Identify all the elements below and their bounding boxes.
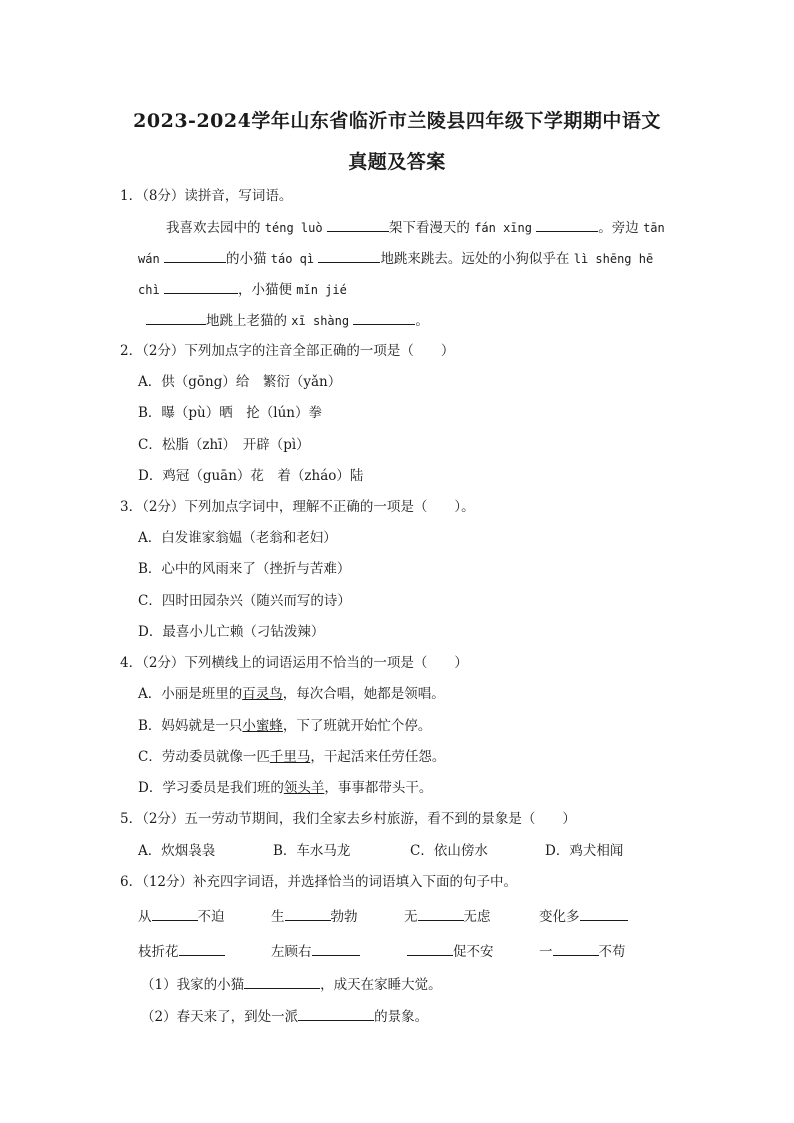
q1-text: 架下看漫天的 (388, 220, 470, 236)
idiom-text: 生 (271, 909, 285, 925)
q6-idiom-7 (407, 941, 494, 962)
idiom-text: 无虑 (463, 909, 491, 925)
q5-header: 5．（2分）五一劳动节期间，我们全家去乡村旅游，看不到的景象是（ ） (120, 811, 576, 827)
pinyin: lì shēng hē (573, 252, 654, 266)
underlined-word: 领头羊 (283, 780, 325, 796)
q6-sentence-1 (141, 974, 442, 995)
q1-line-1 (166, 217, 665, 238)
q4-option-a[interactable] (138, 684, 445, 704)
idiom-text: 不苟 (598, 944, 626, 960)
idiom-text: 枝折花 (138, 944, 179, 960)
underlined-word: 千里马 (269, 749, 311, 765)
q6-header: 6．（12分）补充四字词语，并选择恰当的词语填入下面的句子中。 (120, 874, 518, 890)
answer-blank[interactable] (536, 217, 598, 232)
q5-option-d[interactable]: D．鸡犬相闻 (545, 843, 624, 859)
q1-text: 的小猫 (225, 251, 267, 267)
answer-blank[interactable] (244, 974, 320, 989)
pinyin: tān (643, 221, 665, 235)
q2-option-c[interactable]: C．松脂（zhī） 开辟（pì） (138, 437, 310, 453)
exam-title-line-1: 2023-2024学年山东省临沂市兰陵县四年级下学期期中语文 (133, 110, 661, 132)
option-text: ，下了班就开始忙个停。 (282, 718, 432, 734)
q1-line-2 (138, 248, 653, 269)
pinyin: mǐn jié (296, 283, 347, 297)
option-text: ，每次合唱，她都是领唱。 (282, 686, 445, 702)
underlined-word: 百灵鸟 (242, 686, 283, 702)
answer-blank[interactable] (164, 248, 226, 263)
answer-blank[interactable] (553, 941, 599, 956)
option-text: C．劳动委员就像一匹 (138, 749, 270, 765)
idiom-text: 左顾右 (271, 944, 312, 960)
answer-blank[interactable] (312, 941, 360, 956)
answer-blank[interactable] (327, 217, 389, 232)
q5-option-c[interactable]: C．依山傍水 (410, 843, 488, 859)
q3-option-a[interactable]: A．白发谁家翁媪（老翁和老妇） (138, 530, 337, 546)
q2-option-b[interactable]: B．曝（pù）晒 抡（lún）拳 (138, 405, 322, 421)
q3-option-c[interactable]: C．四时田园杂兴（随兴而写的诗） (138, 593, 351, 609)
underlined-word: 小蜜蜂 (242, 718, 283, 734)
option-text: A．小丽是班里的 (138, 686, 243, 702)
option-text: ，事事都带头干。 (324, 780, 433, 796)
sentence-text: （2）春天来了，到处一派 (141, 1009, 299, 1025)
answer-blank[interactable] (298, 1006, 374, 1021)
q4-header: 4．（2分）下列横线上的词语运用不恰当的一项是（ ） (120, 655, 468, 671)
q6-idiom-2 (271, 906, 358, 927)
answer-blank[interactable] (152, 906, 198, 921)
option-text: B．妈妈就是一只 (138, 718, 243, 734)
answer-blank[interactable] (146, 310, 206, 325)
pinyin: wán (138, 252, 160, 266)
idiom-text: 无 (404, 909, 418, 925)
sentence-text: 的景象。 (374, 1009, 429, 1025)
q6-sentence-2 (141, 1006, 428, 1027)
answer-blank[interactable] (285, 906, 331, 921)
idiom-text: 勃勃 (330, 909, 358, 925)
answer-blank[interactable] (179, 941, 225, 956)
q6-idiom-4 (539, 906, 628, 927)
q2-option-a[interactable]: A．供（gōng）给 繁衍（yǎn） (138, 374, 342, 390)
q1-line-4 (146, 310, 429, 331)
q4-option-c[interactable] (138, 747, 445, 767)
pinyin: xī shàng (291, 314, 350, 328)
idiom-text: 变化多 (539, 909, 580, 925)
pinyin: táo qì (270, 252, 315, 266)
idiom-text: 一 (539, 944, 553, 960)
q1-text: 地跳上老猫的 (206, 313, 287, 329)
q6-idiom-3 (404, 906, 491, 927)
pinyin: fán xīng (474, 221, 532, 235)
q3-option-d[interactable]: D．最喜小儿亡赖（刁钻泼辣） (138, 624, 325, 640)
exam-title-line-2: 真题及答案 (348, 151, 446, 173)
q4-option-d[interactable] (138, 778, 432, 798)
q1-line-3 (138, 279, 347, 300)
q4-option-b[interactable] (138, 716, 431, 736)
option-text: D．学习委员是我们班的 (138, 780, 284, 796)
idiom-text: 从 (138, 909, 152, 925)
q6-idiom-6 (271, 941, 360, 962)
q2-header: 2．（2分）下列加点字的注音全部正确的一项是（ ） (120, 343, 455, 359)
sentence-text: ，成天在家睡大觉。 (320, 977, 442, 993)
q3-option-b[interactable]: B．心中的风雨来了（挫折与苦难） (138, 561, 351, 577)
q6-idiom-5 (138, 941, 225, 962)
answer-blank[interactable] (353, 310, 415, 325)
q5-option-b[interactable]: B．车水马龙 (273, 843, 351, 859)
answer-blank[interactable] (418, 906, 464, 921)
pinyin: chì (138, 283, 160, 297)
q1-text: ，小猫便 (237, 282, 292, 298)
answer-blank[interactable] (407, 941, 453, 956)
idiom-text: 促不安 (453, 944, 494, 960)
idiom-text: 不迫 (197, 909, 225, 925)
answer-blank[interactable] (580, 906, 628, 921)
q6-idiom-8 (539, 941, 626, 962)
q2-option-d[interactable]: D．鸡冠（guān）花 着（zháo）陆 (138, 468, 364, 484)
q1-text: 。 (415, 313, 429, 329)
pinyin: téng luò (264, 221, 323, 235)
sentence-text: （1）我家的小猫 (141, 977, 245, 993)
q1-text: 。旁边 (598, 220, 639, 236)
answer-blank[interactable] (164, 279, 238, 294)
q1-header: 1．（8分）读拼音，写词语。 (120, 188, 293, 204)
q1-text: 地跳来跳去。远处的小狗似乎在 (380, 251, 570, 267)
q5-option-a[interactable]: A．炊烟袅袅 (138, 843, 216, 859)
q3-header: 3．（2分）下列加点字词中，理解不正确的一项是（ ）。 (120, 499, 475, 515)
q1-text: 我喜欢去园中的 (166, 220, 261, 236)
q6-idiom-1 (138, 906, 225, 927)
option-text: ，干起活来任劳任怨。 (310, 749, 446, 765)
answer-blank[interactable] (318, 248, 380, 263)
